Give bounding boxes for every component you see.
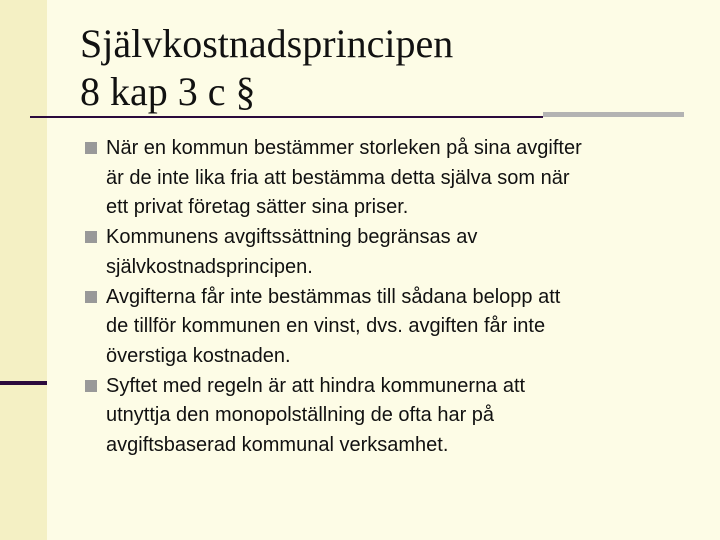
square-bullet-icon [85, 231, 97, 243]
slide-title-line-1: Självkostnadsprincipen [80, 21, 454, 66]
bullet-line: är de inte lika fria att bestämma detta själva som när [106, 166, 570, 189]
slide-title [80, 20, 453, 116]
bullet-line: Kommunens avgiftssättning begränsas av [106, 226, 478, 249]
bullet-list [0, 134, 696, 461]
bullet-line: Syftet med regeln är att hindra kommunerna att [106, 374, 526, 397]
bullet-item [0, 223, 696, 282]
bullet-item [0, 372, 696, 461]
bullet-item [0, 134, 696, 223]
bullet-line: utnyttja den monopolställning de ofta har på [106, 404, 495, 427]
square-bullet-icon [85, 291, 97, 303]
bullet-line: ett privat företag sätter sina priser. [106, 196, 409, 219]
slide-title-line-2: 8 kap 3 c § [80, 69, 256, 114]
bullet-item [0, 283, 696, 372]
bullet-line: Avgifterna får inte bestämmas till sådana belopp att [106, 285, 561, 308]
title-underline-dark [30, 116, 543, 118]
bullet-line: När en kommun bestämmer storleken på sina avgifter [106, 137, 582, 159]
square-bullet-icon [85, 142, 97, 154]
bullet-line: avgiftsbaserad kommunal verksamhet. [106, 434, 449, 457]
title-underline-grey [543, 112, 684, 117]
bullet-line: överstiga kostnaden. [106, 344, 291, 367]
square-bullet-icon [85, 380, 97, 392]
bullet-line: de tillför kommunen en vinst, dvs. avgiften får inte [106, 315, 546, 338]
bullet-line: självkostnadsprincipen. [106, 255, 313, 278]
